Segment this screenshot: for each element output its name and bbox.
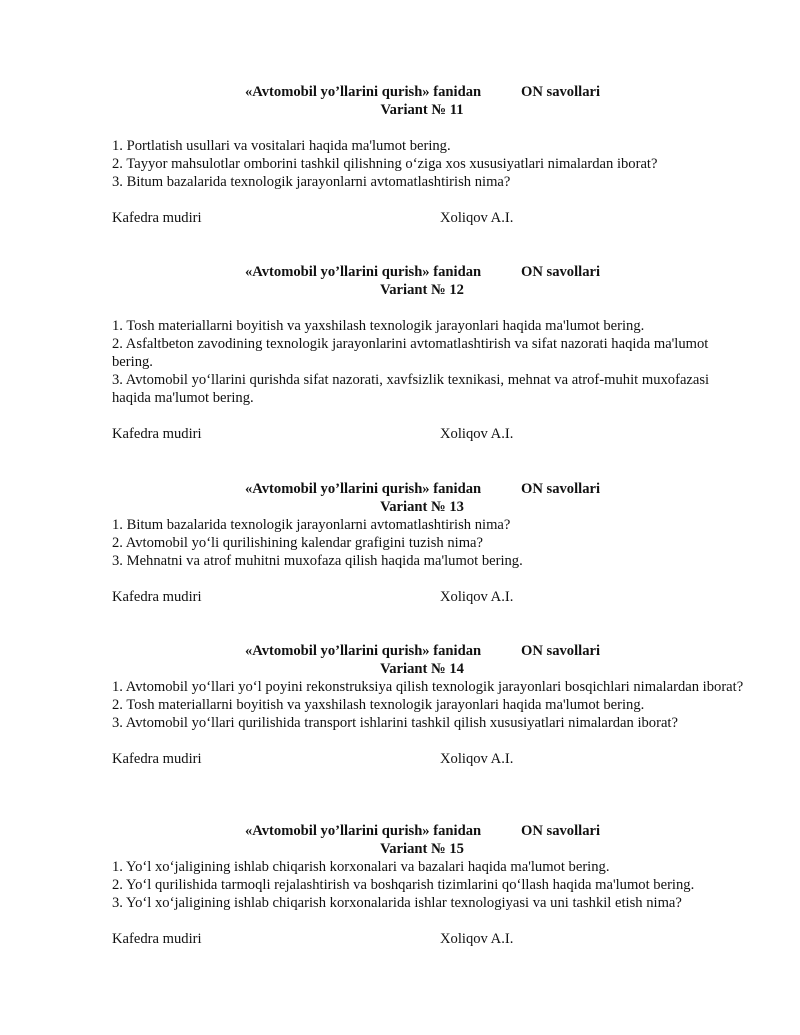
question-item: 1. Yo‘l xo‘jaligining ishlab chiqarish korxonalari va bazalari haqida ma'lumot bering. bbox=[112, 859, 610, 875]
question-list bbox=[112, 137, 752, 191]
title-suffix: ON savollari bbox=[521, 643, 601, 659]
subject-title: «Avtomobil yo’llarini qurish» fanidan bbox=[245, 643, 482, 659]
variant-block-15 bbox=[112, 822, 752, 948]
variant-number: Variant № 11 bbox=[380, 102, 464, 118]
question-list bbox=[112, 678, 752, 732]
question-item: 3. Yo‘l xo‘jaligining ishlab chiqarish korxonalarida ishlar texnologiyasi va uni tashkil etish nima? bbox=[112, 895, 682, 911]
signature-name: Xoliqov A.I. bbox=[440, 589, 514, 605]
question-item: 1. Avtomobil yo‘llari yo‘l poyini rekonstruksiya qilish texnologik jarayonlari bosqichlari nimalardan iborat? bbox=[112, 679, 744, 695]
subject-title: «Avtomobil yo’llarini qurish» fanidan bbox=[245, 823, 482, 839]
variant-title bbox=[112, 822, 752, 840]
subject-title: «Avtomobil yo’llarini qurish» fanidan bbox=[245, 481, 482, 497]
variant-number: Variant № 15 bbox=[380, 841, 464, 857]
subject-title: «Avtomobil yo’llarini qurish» fanidan bbox=[245, 84, 482, 100]
question-item: 2. Yo‘l qurilishida tarmoqli rejalashtirish va boshqarish tizimlarini qo‘llash haqida ma'lumot bering. bbox=[112, 877, 695, 893]
signature-label: Kafedra mudiri bbox=[112, 210, 202, 226]
question-item: 1. Portlatish usullari va vositalari haqida ma'lumot bering. bbox=[112, 138, 451, 154]
variant-title bbox=[112, 263, 752, 281]
question-item: 3. Mehnatni va atrof muhitni muxofaza qilish haqida ma'lumot bering. bbox=[112, 553, 523, 569]
variant-block-12 bbox=[112, 263, 752, 443]
question-item: 1. Tosh materiallarni boyitish va yaxshilash texnologik jarayonlari haqida ma'lumot bering. bbox=[112, 318, 645, 334]
signature-name: Xoliqov A.I. bbox=[440, 931, 514, 947]
question-item: 2. Avtomobil yo‘li qurilishining kalendar grafigini tuzish nima? bbox=[112, 535, 483, 551]
signature-line bbox=[112, 588, 752, 606]
question-item: 3. Avtomobil yo‘llari qurilishida transport ishlarini tashkil qilish xususiyatlari nimalardan iborat? bbox=[112, 715, 678, 731]
signature-label: Kafedra mudiri bbox=[112, 751, 202, 767]
title-suffix: ON savollari bbox=[521, 264, 601, 280]
title-suffix: ON savollari bbox=[521, 481, 601, 497]
question-list bbox=[112, 516, 752, 570]
signature-line bbox=[112, 750, 752, 768]
variant-title bbox=[112, 480, 752, 498]
signature-label: Kafedra mudiri bbox=[112, 426, 202, 442]
variant-block-11 bbox=[112, 83, 752, 227]
question-item: 3. Bitum bazalarida texnologik jarayonlarni avtomatlashtirish nima? bbox=[112, 174, 511, 190]
variant-block-13 bbox=[112, 480, 752, 606]
variant-title bbox=[112, 83, 752, 101]
variant-title bbox=[112, 642, 752, 660]
variant-number: Variant № 14 bbox=[380, 661, 464, 677]
signature-label: Kafedra mudiri bbox=[112, 589, 202, 605]
subject-title: «Avtomobil yo’llarini qurish» fanidan bbox=[245, 264, 482, 280]
signature-name: Xoliqov A.I. bbox=[440, 210, 514, 226]
question-list bbox=[112, 858, 752, 912]
signature-name: Xoliqov A.I. bbox=[440, 751, 514, 767]
question-list bbox=[112, 317, 712, 407]
title-suffix: ON savollari bbox=[521, 823, 601, 839]
variant-number: Variant № 13 bbox=[380, 499, 464, 515]
question-item: 2. Tosh materiallarni boyitish va yaxshilash texnologik jarayonlari haqida ma'lumot bering. bbox=[112, 697, 645, 713]
signature-line bbox=[112, 930, 752, 948]
title-suffix: ON savollari bbox=[521, 84, 601, 100]
question-item: 2. Asfaltbeton zavodining texnologik jarayonlarini avtomatlashtirish va sifat nazorati haqida ma'lumot bering. bbox=[112, 336, 709, 370]
variant-block-14 bbox=[112, 642, 752, 768]
question-item: 1. Bitum bazalarida texnologik jarayonlarni avtomatlashtirish nima? bbox=[112, 517, 511, 533]
signature-label: Kafedra mudiri bbox=[112, 931, 202, 947]
question-item: 3. Avtomobil yo‘llarini qurishda sifat nazorati, xavfsizlik texnikasi, mehnat va atrof-muhit muxofazasi haqida ma'lumot bering. bbox=[112, 372, 710, 406]
question-item: 2. Tayyor mahsulotlar omborini tashkil qilishning o‘ziga xos xususiyatlari nimalardan iborat? bbox=[112, 156, 658, 172]
signature-line bbox=[112, 425, 752, 443]
signature-line bbox=[112, 209, 752, 227]
variant-number: Variant № 12 bbox=[380, 282, 464, 298]
signature-name: Xoliqov A.I. bbox=[440, 426, 514, 442]
